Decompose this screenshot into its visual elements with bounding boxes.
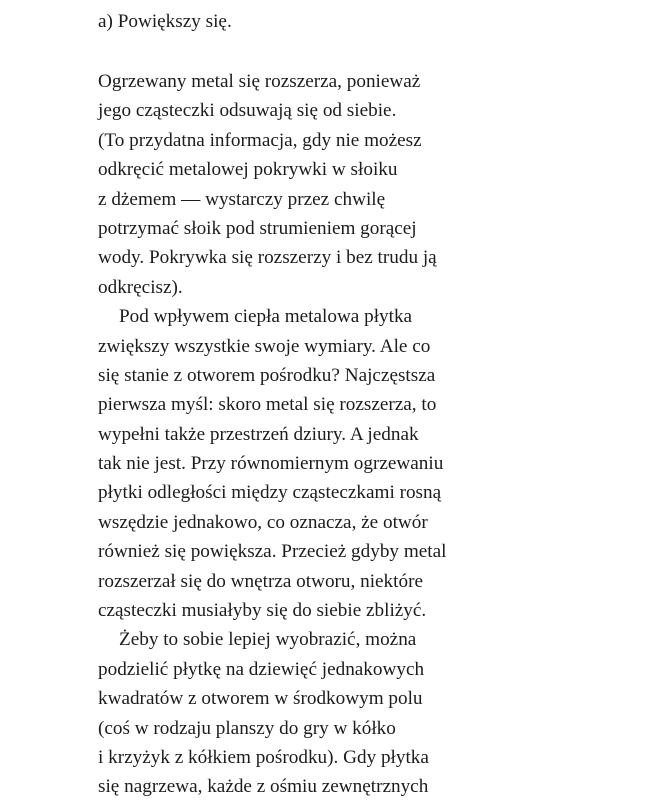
text-line: podzielić płytkę na dziewięć jednakowych bbox=[98, 658, 425, 680]
text-line: (coś w rodzaju planszy do gry w kółko bbox=[98, 717, 396, 739]
paragraph-2 bbox=[98, 302, 446, 625]
paragraph-3 bbox=[98, 625, 446, 801]
text-line: Ogrzewany metal się rozszerza, ponieważ bbox=[98, 71, 421, 92]
text-line: Żeby to sobie lepiej wyobrazić, można bbox=[119, 629, 417, 651]
text-line: wszędzie jednakowo, co oznacza, że otwór bbox=[98, 511, 428, 533]
text-line: się stanie z otworem pośrodku? Najczęstsza bbox=[98, 364, 436, 386]
text-line: kwadratów z otworem w środkowym polu bbox=[98, 688, 423, 710]
text-line: zwiększy wszystkie swoje wymiary. Ale co bbox=[98, 335, 431, 357]
text-line: odkręcić metalowej pokrywki w słoiku bbox=[98, 159, 398, 181]
text-line: z dżemem — wystarczy przez chwilę bbox=[98, 188, 386, 210]
text-line: pierwsza myśl: skoro metal się rozszerza, to bbox=[98, 394, 437, 416]
text-line: się nagrzewa, każde z ośmiu zewnętrznych bbox=[98, 776, 429, 798]
text-line: rozszerzał się do wnętrza otworu, niektóre bbox=[98, 570, 423, 592]
text-line: potrzymać słoik pod strumieniem gorącej bbox=[98, 217, 417, 239]
paragraph-1 bbox=[98, 67, 446, 302]
text-line: (To przydatna informacja, gdy nie możesz bbox=[98, 129, 422, 151]
text-line: płytki odległości między cząsteczkami rosną bbox=[98, 482, 442, 504]
text-line: również się powiększa. Przecież gdyby metal bbox=[98, 541, 447, 563]
text-line: wody. Pokrywka się rozszerzy i bez trudu ją bbox=[98, 247, 437, 269]
text-line: cząsteczki musiałyby się do siebie zbliżyć. bbox=[98, 600, 427, 622]
document-body bbox=[98, 67, 446, 802]
text-line: Pod wpływem ciepła metalowa płytka bbox=[119, 306, 413, 328]
text-line: wypełni także przestrzeń dziury. A jednak bbox=[98, 423, 419, 445]
text-line: i krzyżyk z kółkiem pośrodku). Gdy płytka bbox=[98, 746, 429, 768]
text-line: jego cząsteczki odsuwają się od siebie. bbox=[98, 100, 397, 122]
answer-line: a) Powiększy się. bbox=[98, 11, 232, 32]
text-line: tak nie jest. Przy równomiernym ogrzewaniu bbox=[98, 453, 444, 475]
text-line: odkręcisz). bbox=[98, 276, 183, 298]
